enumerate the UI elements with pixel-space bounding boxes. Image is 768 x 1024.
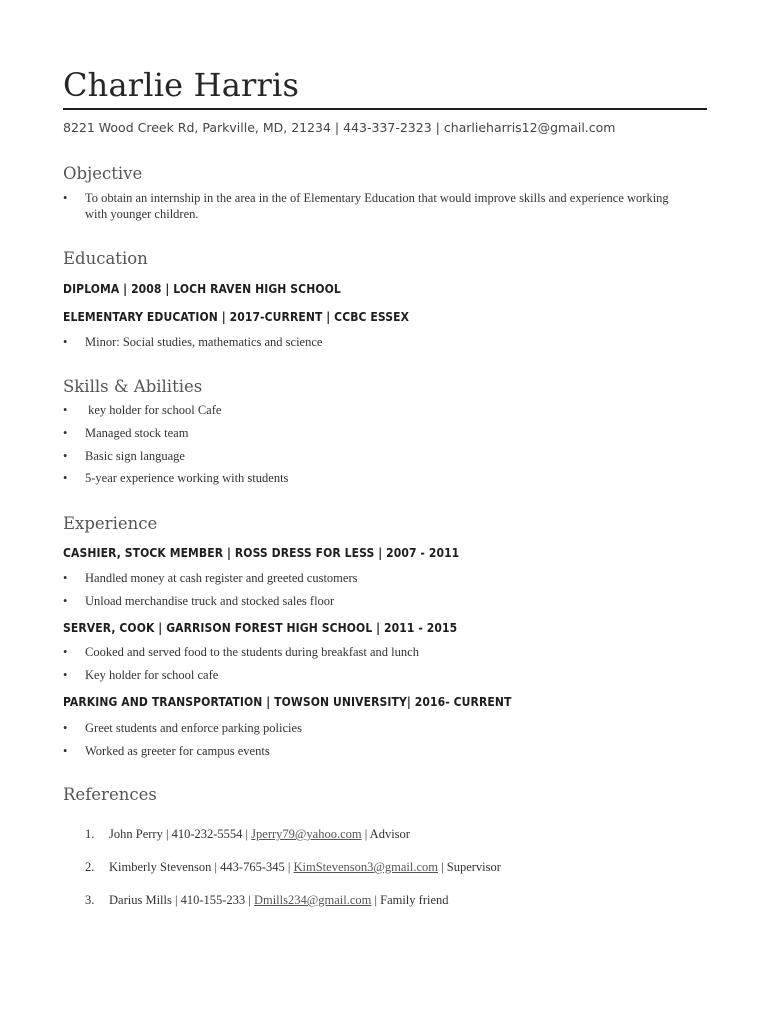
job-bullet-text: Worked as greeter for campus events (85, 744, 270, 758)
objective-bullet (63, 190, 673, 222)
bullet-icon: • (63, 668, 68, 682)
reference-role: | Family friend (371, 893, 449, 907)
education-minor: Minor: Social studies, mathematics and science (85, 335, 323, 349)
skills-heading: Skills & Abilities (63, 377, 203, 396)
references-heading: References (63, 785, 157, 804)
reference-item (85, 860, 501, 875)
job-bullet-text: Greet students and enforce parking policies (85, 721, 302, 735)
experience-heading: Experience (63, 514, 158, 533)
reference-email-link[interactable]: Jperry79@yahoo.com (251, 827, 362, 841)
job-bullet-text: Cooked and served food to the students during breakfast and lunch (85, 645, 419, 659)
job-bullet (63, 720, 673, 736)
bullet-icon: • (63, 191, 68, 205)
skill-item (63, 448, 673, 464)
job-bullet (63, 593, 673, 609)
education-entry: ELEMENTARY EDUCATION | 2017-CURRENT | CCBC ESSEX (63, 310, 410, 324)
bullet-icon: • (63, 645, 68, 659)
job-title: CASHIER, STOCK MEMBER | ROSS DRESS FOR LESS | 2007 - 2011 (63, 546, 460, 560)
bullet-icon: • (63, 449, 68, 463)
job-title: SERVER, COOK | GARRISON FOREST HIGH SCHOOL | 2011 - 2015 (63, 621, 458, 635)
reference-text: Darius Mills | 410-155-233 | (109, 893, 254, 907)
skill-item (63, 425, 673, 441)
reference-email-link[interactable]: Dmills234@gmail.com (253, 893, 372, 907)
bullet-icon: • (63, 594, 68, 608)
reference-item (85, 893, 449, 908)
bullet-icon: • (63, 721, 68, 735)
skill-item (63, 402, 673, 418)
reference-email-link[interactable]: KimStevenson3@gmail.com (293, 860, 438, 874)
education-bullet (63, 334, 673, 350)
education-heading: Education (63, 249, 148, 268)
skill-text: key holder for school Cafe (85, 403, 222, 417)
job-title: PARKING AND TRANSPORTATION | TOWSON UNIVERSITY| 2016- CURRENT (63, 695, 512, 709)
job-bullet (63, 644, 673, 660)
job-bullet-text: Handled money at cash register and greeted customers (85, 571, 358, 585)
reference-number: 1. (85, 827, 95, 841)
bullet-icon: • (63, 471, 68, 485)
job-bullet (63, 667, 673, 683)
reference-number: 3. (85, 893, 95, 907)
skill-text: Basic sign language (85, 449, 185, 463)
reference-text: Kimberly Stevenson | 443-765-345 | (109, 860, 294, 874)
bullet-icon: • (63, 426, 68, 440)
reference-item (85, 827, 410, 842)
reference-text: John Perry | 410-232-5554 | (109, 827, 252, 841)
bullet-icon: • (63, 744, 68, 758)
skill-item (63, 470, 673, 486)
skill-text: Managed stock team (85, 426, 189, 440)
reference-role: | Supervisor (437, 860, 501, 874)
job-bullet-text: Key holder for school cafe (85, 668, 219, 682)
job-bullet (63, 570, 673, 586)
reference-role: | Advisor (361, 827, 410, 841)
bullet-icon: • (63, 335, 68, 349)
resume-name: Charlie Harris (63, 66, 300, 104)
objective-heading: Objective (63, 164, 143, 183)
job-bullet-text: Unload merchandise truck and stocked sales floor (85, 594, 335, 608)
skill-text: 5-year experience working with students (85, 471, 289, 485)
header-divider (63, 108, 707, 110)
job-bullet (63, 743, 673, 759)
bullet-icon: • (63, 571, 68, 585)
reference-number: 2. (85, 860, 95, 874)
objective-text: To obtain an internship in the area in the of Elementary Education that would improve skills and experience working with younger children. (85, 191, 669, 221)
contact-line: 8221 Wood Creek Rd, Parkville, MD, 21234 | 443-337-2323 | charlieharris12@gmail.com (63, 120, 616, 135)
bullet-icon: • (63, 403, 68, 417)
education-entry: DIPLOMA | 2008 | LOCH RAVEN HIGH SCHOOL (63, 282, 341, 296)
